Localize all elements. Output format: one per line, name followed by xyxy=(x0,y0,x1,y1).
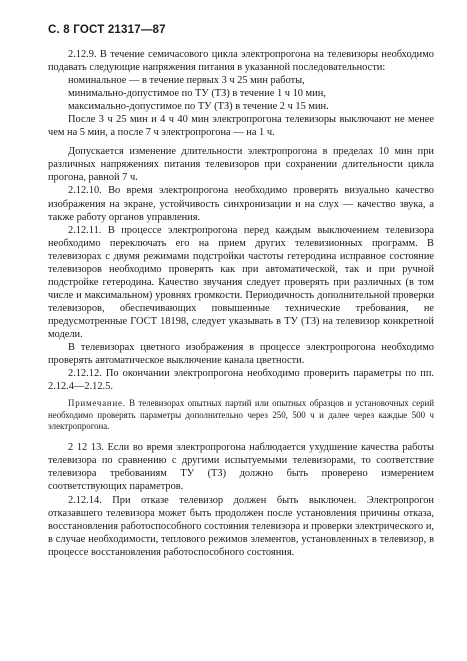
clause-2-12-10: 2.12.10. Во время электропрогона необходимо проверять визуально качество изображения на экране, устойчивость синхронизации и на слух — качество звука, а также работу органов управления. xyxy=(48,185,434,223)
note-text: В телевизорах опытных партий или опытных образцов и установочных серий необходимо проверять параметры дополнительно через 250, 500 ч и далее через каждые 500 ч электропрогона. xyxy=(48,398,435,432)
voltage-item-minimum: минимально-допустимое по ТУ (ТЗ) в течение 1 ч 10 мин, xyxy=(68,88,326,100)
voltage-item-nominal: номинальное — в течение первых 3 ч 25 мин работы, xyxy=(68,75,305,87)
color-tv-paragraph: В телевизорах цветного изображения в процессе электропрогона необходимо проверять автоматическое выключение канала цветности. xyxy=(48,342,434,367)
note-label: Примечание. xyxy=(68,398,126,409)
page-header: С. 8 ГОСТ 21317—87 xyxy=(48,24,166,36)
clause-2-12-11: 2.12.11. В процессе электропрогона перед каждым выключением телевизора необходимо переключать его на прием других телевизионных программ. В телевизорах с двумя режимами подстройки частоты гетеродина исправное состояние телевизоров необходимо проверять как при автоматической, так и при ручной подстройке гетеродина. Качество звучания следует проверять при различных (в том числе и максимальном) уровнях громкости. Периодичность дополнительной проверки телевизоров, обеспечивающих повышенные технические требования, не предусмотренные ГОСТ 18198, следует указывать в ТУ (ТЗ) на телевизор конкретной модели. xyxy=(48,224,434,340)
voltage-item-maximum: максимально-допустимое по ТУ (ТЗ) в течение 2 ч 15 мин. xyxy=(68,101,329,113)
document-body xyxy=(48,48,434,559)
clause-2-12-9: 2.12.9. В течение семичасового цикла электропрогона на телевизоры необходимо подавать следующие напряжения питания в указанной последовательности: xyxy=(48,49,434,74)
clause-2-12-9-shutdown: После 3 ч 25 мин и 4 ч 40 мин электропрогона телевизоры выключают не менее чем на 5 мин, а после 7 ч электропрогона — на 1 ч. xyxy=(48,114,434,139)
clause-2-12-13: 2 12 13. Если во время электропрогона наблюдается ухудшение качества работы телевизора по сравнению с другими испытуемыми телевизорами, то соответствие телевизора требованиям ТУ (ТЗ) должно быть проверено измерением соответствующих параметров. xyxy=(48,442,434,493)
clause-2-12-9-allowance: Допускается изменение длительности электропрогона в пределах 10 мин при различных напряжениях питания телевизоров при сохранении длительности цикла прогона, равной 7 ч. xyxy=(48,146,434,184)
clause-2-12-14: 2.12.14. При отказе телевизор должен быть выключен. Электропрогон отказавшего телевизора может быть продолжен после установления причины отказа, восстановления работоспособного состояния телевизора и проверки электрического и, в случае необходимости, теплового режимов элементов, установленных в телевизор, в процессе восстановления работоспособного состояния. xyxy=(48,494,434,558)
voltage-schedule-list xyxy=(48,74,434,113)
note xyxy=(48,398,434,432)
clause-2-12-12: 2.12.12. По окончании электропрогона необходимо проверить параметры по пп. 2.12.4—2.12.5. xyxy=(48,368,434,393)
